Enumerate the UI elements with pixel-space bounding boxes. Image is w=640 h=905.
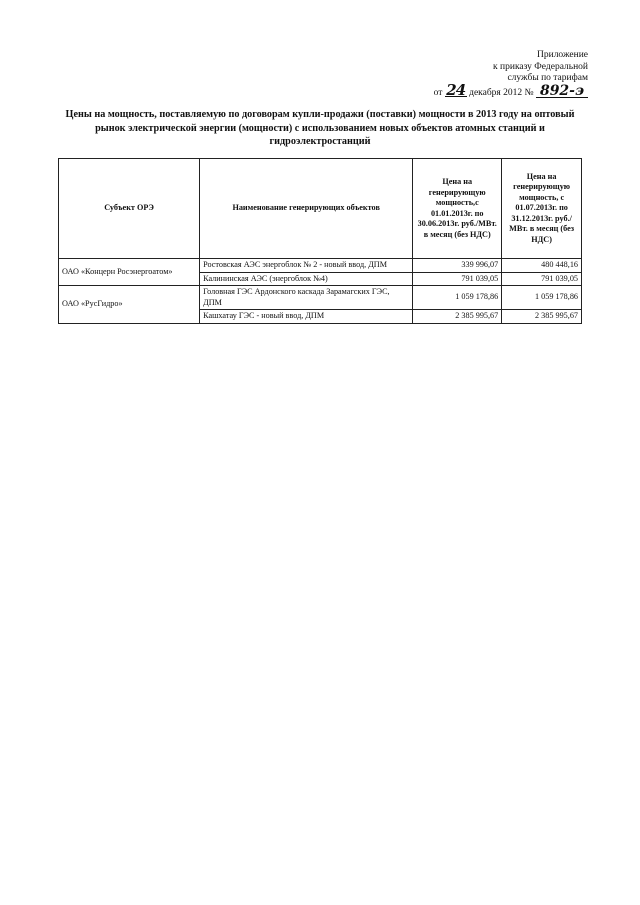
object-name-cell: Калининская АЭС (энергоблок №4) — [200, 272, 413, 286]
appendix-line3: службы по тарифам — [507, 73, 588, 83]
object-name-cell: Ростовская АЭС энергоблок № 2 - новый ввод, ДПМ — [200, 259, 413, 273]
appendix-header — [388, 50, 588, 99]
header-price-h1: Цена на генерирующую мощность,с 01.01.2013г. по 30.06.2013г. руб./МВт. в месяц (без НДС) — [413, 159, 502, 259]
header-price-h2: Цена на генерирующую мощность, с 01.07.2013г. по 31.12.2013г. руб./МВт. в месяц (без НДС) — [502, 159, 582, 259]
order-from-label: от — [433, 87, 443, 98]
object-name-cell: Головная ГЭС Ардонского каскада Зарамагских ГЭС, ДПМ — [200, 286, 413, 310]
prices-table — [58, 158, 582, 324]
header-subject: Субъект ОРЭ — [59, 159, 200, 259]
object-name-cell: Кашхатау ГЭС - новый ввод, ДПМ — [200, 310, 413, 324]
price-h2-cell: 1 059 178,86 — [502, 286, 582, 310]
subject-cell: ОАО «РусГидро» — [59, 286, 200, 324]
price-h2-cell: 2 385 995,67 — [502, 310, 582, 324]
price-h2-cell: 480 448,16 — [502, 259, 582, 273]
order-date-line — [388, 80, 588, 100]
table-row — [59, 259, 582, 273]
price-h1-cell: 339 996,07 — [413, 259, 502, 273]
price-h2-cell: 791 039,05 — [502, 272, 582, 286]
appendix-line1: Приложение — [537, 50, 588, 60]
table-row — [59, 286, 582, 310]
header-name: Наименование генерирующих объектов — [200, 159, 413, 259]
order-day: 24 — [446, 80, 466, 99]
order-number: 892-э — [536, 86, 588, 99]
price-h1-cell: 791 039,05 — [413, 272, 502, 286]
subject-cell: ОАО «Концерн Росэнергоатом» — [59, 259, 200, 286]
table-header-row — [59, 159, 582, 259]
document-title: Цены на мощность, поставляемую по договорам купли-продажи (поставки) мощности в 2013 году на оптовый рынок электрической энергии (мощности) с использованием новых объектов атомных станций и гидроэлектростанций — [65, 109, 575, 147]
price-h1-cell: 2 385 995,67 — [413, 310, 502, 324]
price-h1-cell: 1 059 178,86 — [413, 286, 502, 310]
order-month-year: декабря 2012 № — [469, 87, 534, 98]
appendix-line2: к приказу Федеральной — [493, 61, 588, 72]
